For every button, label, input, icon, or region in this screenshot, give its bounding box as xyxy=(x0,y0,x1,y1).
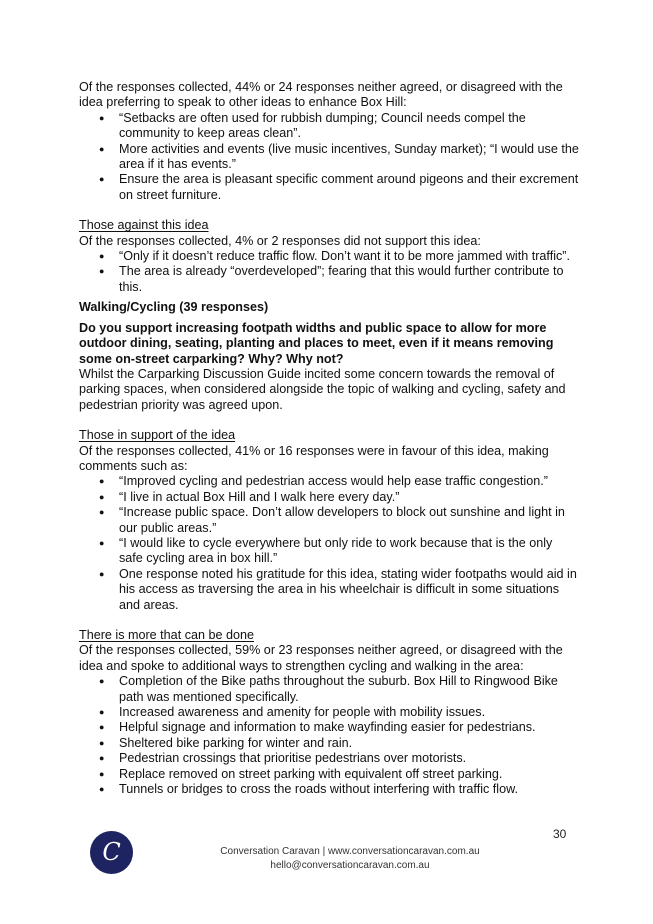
footer xyxy=(200,845,500,873)
conversation-caravan-logo xyxy=(90,831,133,874)
list-item: ● The area is already “overdeveloped”; fearing that this would further contribute to this. xyxy=(79,264,579,295)
list-item: ● Sheltered bike parking for winter and rain. xyxy=(79,736,579,751)
walking-section-title: Walking/Cycling (39 responses) xyxy=(79,300,269,315)
against-intro: Of the responses collected, 4% or 2 responses did not support this idea: xyxy=(79,233,481,248)
footer-email-line: hello@conversationcaravan.com.au xyxy=(270,860,430,871)
list-item: ● More activities and events (live music incentives, Sunday market); “I would use the area if it has events.” xyxy=(79,142,579,173)
page-content xyxy=(79,80,579,797)
list-item: ● “Increase public space. Don’t allow developers to block out sunshine and light in our public areas.” xyxy=(79,505,579,536)
list-item: ● “I live in actual Box Hill and I walk here every day.” xyxy=(79,490,579,505)
neutral-intro: Of the responses collected, 44% or 24 responses neither agreed, or disagreed with the idea preferring to speak to other ideas to enhance Box Hill: xyxy=(79,80,563,110)
page-number: 30 xyxy=(553,827,567,841)
logo-icon xyxy=(90,831,133,874)
footer-contact-line: Conversation Caravan | www.conversationcaravan.com.au xyxy=(220,846,480,857)
support-intro: Of the responses collected, 41% or 16 responses were in favour of this idea, making comments such as: xyxy=(79,443,549,473)
walking-intro: Whilst the Carparking Discussion Guide incited some concern towards the removal of parking spaces, when considered alongside the topic of walking and cycling, safety and pedestrian priority was agreed upon. xyxy=(79,366,566,412)
list-item: ● Pedestrian crossings that prioritise pedestrians over motorists. xyxy=(79,751,579,766)
list-item: ● “I would like to cycle everywhere but only ride to work because that is the only safe cycling area in box hill.” xyxy=(79,536,579,567)
list-item: ● “Only if it doesn’t reduce traffic flow. Don’t want it to be more jammed with traffic”. xyxy=(79,249,579,264)
walking-question: Do you support increasing footpath widths and public space to allow for more outdoor dining, seating, planting and places to meet, even if it means removing some on-street carparking? Why? Why not? xyxy=(79,320,554,366)
list-item: ● “Improved cycling and pedestrian access would help ease traffic congestion.” xyxy=(79,474,579,489)
list-item: ● One response noted his gratitude for this idea, stating wider footpaths would aid in his access as traversing the area in his wheelchair is difficult in some situations and areas. xyxy=(79,567,579,613)
list-item: ● Completion of the Bike paths throughout the suburb. Box Hill to Ringwood Bike path was mentioned specifically. xyxy=(79,674,579,705)
list-item: ● Replace removed on street parking with equivalent off street parking. xyxy=(79,767,579,782)
list-item: ● Ensure the area is pleasant specific comment around pigeons and their excrement on street furniture. xyxy=(79,172,579,203)
list-item: ● Helpful signage and information to make wayfinding easier for pedestrians. xyxy=(79,720,579,735)
against-heading: Those against this idea xyxy=(79,218,209,233)
neutral-list xyxy=(79,111,579,203)
support-list xyxy=(79,474,579,613)
more-heading: There is more that can be done xyxy=(79,628,255,642)
list-item: ● Tunnels or bridges to cross the roads without interfering with traffic flow. xyxy=(79,782,579,797)
more-list xyxy=(79,674,579,797)
list-item: ● Increased awareness and amenity for people with mobility issues. xyxy=(79,705,579,720)
logo-letter: C xyxy=(102,838,121,866)
support-heading: Those in support of the idea xyxy=(79,428,236,443)
more-intro: Of the responses collected, 59% or 23 responses neither agreed, or disagreed with the idea and spoke to additional ways to strengthen cycling and walking in the area: xyxy=(79,643,563,673)
against-list xyxy=(79,249,579,295)
list-item: ● “Setbacks are often used for rubbish dumping; Council needs compel the community to keep areas clean”. xyxy=(79,111,579,142)
